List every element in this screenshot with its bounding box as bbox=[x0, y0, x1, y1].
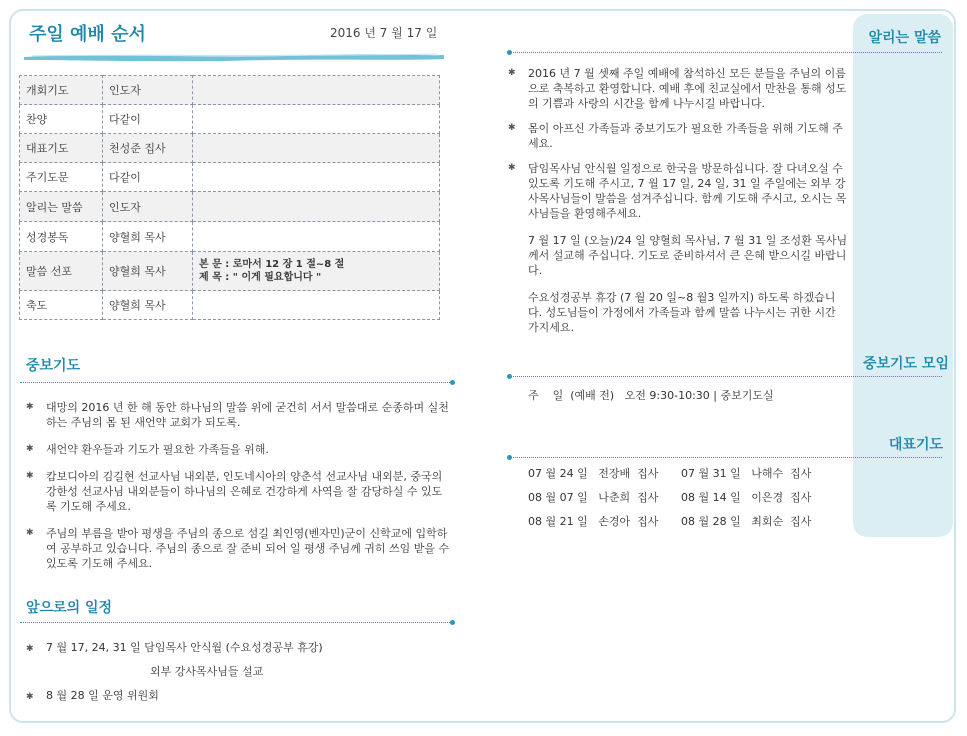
order-leader: 천성준 집사 bbox=[103, 134, 193, 163]
order-leader: 양혈희 목사 bbox=[103, 222, 193, 252]
prayer-meeting-title: 중보기도 모임 bbox=[862, 356, 949, 372]
asterisk-bullet-icon: ✱ bbox=[26, 471, 34, 481]
order-note bbox=[193, 222, 440, 252]
asterisk-bullet-icon: ✱ bbox=[26, 402, 34, 412]
section-divider bbox=[510, 52, 942, 53]
list-item: ✱ 주님의 부름을 받아 평생을 주님의 종으로 섬길 최인영(벤자민)군이 신학교에 입학하여 공부하고 있습니다. 주님의 종으로 잘 준비 되어 일 평생 주님께 귀히 쓰임 받을 수 있도록 기도해 주세요. bbox=[26, 527, 450, 570]
asterisk-bullet-icon: ✱ bbox=[26, 644, 34, 654]
section-divider bbox=[510, 376, 942, 377]
page-title: 주일 예배 순서 bbox=[29, 24, 146, 45]
order-note bbox=[193, 134, 440, 163]
order-item: 축도 bbox=[20, 291, 103, 320]
prayer-list bbox=[26, 400, 451, 571]
order-item: 말씀 선포 bbox=[20, 252, 103, 291]
rep-prayer-entry: 08 월 28 일 최회순 집사 bbox=[681, 515, 812, 528]
order-note bbox=[193, 105, 440, 134]
rep-prayer-entry: 07 월 24 일 전장배 집사 bbox=[528, 467, 659, 480]
order-leader: 양혈희 목사 bbox=[103, 252, 193, 291]
asterisk-bullet-icon: ✱ bbox=[508, 123, 516, 133]
list-item: ✱ 2016 년 7 월 셋째 주일 예배에 참석하신 모든 분들을 주님의 이름으로 축복하고 환영합니다. 예배 후에 친교실에서 만찬을 통해 성도의 기쁨과 사랑의 시간을 함께 나누시길 바랍니다. bbox=[508, 67, 847, 110]
schedule-item: 8 월 28 일 운영 위원회 bbox=[46, 689, 159, 702]
order-item: 대표기도 bbox=[20, 134, 103, 163]
list-item: ✱ 몸이 아프신 가족들과 중보기도가 필요한 가족들을 위해 기도해 주세요. bbox=[508, 122, 843, 150]
section-divider bbox=[20, 382, 452, 383]
asterisk-bullet-icon: ✱ bbox=[508, 68, 516, 78]
table-row bbox=[20, 76, 440, 105]
schedule-item-sub: 외부 강사목사님들 설교 bbox=[150, 665, 264, 678]
list-item: ✱ 캄보디아의 김길현 선교사님 내외분, 인도네시아의 양춘석 선교사님 내외분, 중국의 강한성 선교사님 내외분들이 하나님의 은혜로 건강하게 사역을 잘 감당하실 수 있도록 기도해 주세요. bbox=[26, 470, 443, 513]
scripture-reference: 본 문 : 로마서 12 장 1 절~8 절 bbox=[199, 259, 345, 270]
order-item: 알리는 말씀 bbox=[20, 192, 103, 222]
schedule-item: 7 월 17, 24, 31 일 담임목사 안식월 (수요성경공부 휴강) bbox=[46, 641, 323, 654]
asterisk-bullet-icon: ✱ bbox=[26, 444, 34, 454]
order-note bbox=[193, 252, 440, 291]
announce-section-title: 알리는 말씀 bbox=[868, 30, 941, 46]
section-divider bbox=[20, 622, 452, 623]
worship-order-table bbox=[19, 75, 440, 320]
announce-paragraph: 수요성경공부 휴강 (7 월 20 일~8 월3 일까지) 하도록 하겠습니다. 성도님들이 가정에서 가족들과 함께 말씀 나누시는 귀한 시간 가지세요. bbox=[528, 291, 836, 334]
asterisk-bullet-icon: ✱ bbox=[26, 528, 34, 538]
prayer-section-title: 중보기도 bbox=[26, 358, 81, 374]
order-leader: 다같이 bbox=[103, 163, 193, 192]
order-item: 성경봉독 bbox=[20, 222, 103, 252]
order-note bbox=[193, 192, 440, 222]
order-note bbox=[193, 76, 440, 105]
asterisk-bullet-icon: ✱ bbox=[508, 163, 516, 173]
divider-dot bbox=[450, 380, 455, 385]
order-note bbox=[193, 291, 440, 320]
order-leader: 인도자 bbox=[103, 192, 193, 222]
section-divider bbox=[510, 457, 942, 458]
rep-prayer-entry: 08 월 07 일 나춘희 집사 bbox=[528, 491, 659, 504]
table-row bbox=[20, 105, 440, 134]
order-leader: 양혈희 목사 bbox=[103, 291, 193, 320]
service-date: 2016 년 7 월 17 일 bbox=[330, 26, 438, 40]
order-note bbox=[193, 163, 440, 192]
order-leader: 다같이 bbox=[103, 105, 193, 134]
rep-prayer-title: 대표기도 bbox=[888, 437, 943, 453]
list-item: ✱ 대망의 2016 년 한 해 동안 하나님의 말씀 위에 굳건히 서서 말씀대로 순종하며 실천하는 주님의 몸 된 새언약 교회가 되도록. bbox=[26, 401, 449, 429]
divider-dot bbox=[450, 620, 455, 625]
sermon-title: 제 목 : " 이게 필요합니다 " bbox=[199, 272, 322, 283]
rep-prayer-entry: 07 월 31 일 나해수 집사 bbox=[681, 467, 812, 480]
rep-prayer-entry: 08 월 21 일 손경아 집사 bbox=[528, 515, 659, 528]
table-row bbox=[20, 134, 440, 163]
rep-prayer-entry: 08 월 14 일 이은경 집사 bbox=[681, 491, 812, 504]
asterisk-bullet-icon: ✱ bbox=[26, 692, 34, 702]
order-leader: 인도자 bbox=[103, 76, 193, 105]
announce-list bbox=[508, 66, 848, 221]
prayer-meeting-time: 주 일 (예배 전) 오전 9:30-10:30 | 중보기도실 bbox=[528, 389, 774, 402]
schedule-section-title: 앞으로의 일정 bbox=[26, 600, 113, 616]
table-row bbox=[20, 222, 440, 252]
order-item: 주기도문 bbox=[20, 163, 103, 192]
list-item: ✱ 담임목사님 안식월 일정으로 한국을 방문하십니다. 잘 다녀오실 수 있도록 기도해 주시고, 7 월 17 일, 24 일, 31 일 주일에는 외부 강사목사님들이 말씀을 섬겨주십니다. 함께 기도해 주시고, 오시는 목사님들을 환영해주세요. bbox=[508, 162, 847, 220]
list-item: ✱ 새언약 환우들과 기도가 필요한 가족들을 위해. bbox=[26, 443, 269, 456]
side-tab-decoration bbox=[853, 14, 953, 537]
table-row bbox=[20, 291, 440, 320]
table-row bbox=[20, 252, 440, 291]
table-row bbox=[20, 163, 440, 192]
brush-underline bbox=[22, 50, 446, 62]
order-item: 찬양 bbox=[20, 105, 103, 134]
order-item: 개회기도 bbox=[20, 76, 103, 105]
table-row bbox=[20, 192, 440, 222]
announce-paragraph: 7 월 17 일 (오늘)/24 일 양혈희 목사님, 7 월 31 일 조성환 목사님께서 설교해 주십니다. 기도로 준비하셔서 큰 은혜 받으시길 바랍니다. bbox=[528, 234, 848, 277]
